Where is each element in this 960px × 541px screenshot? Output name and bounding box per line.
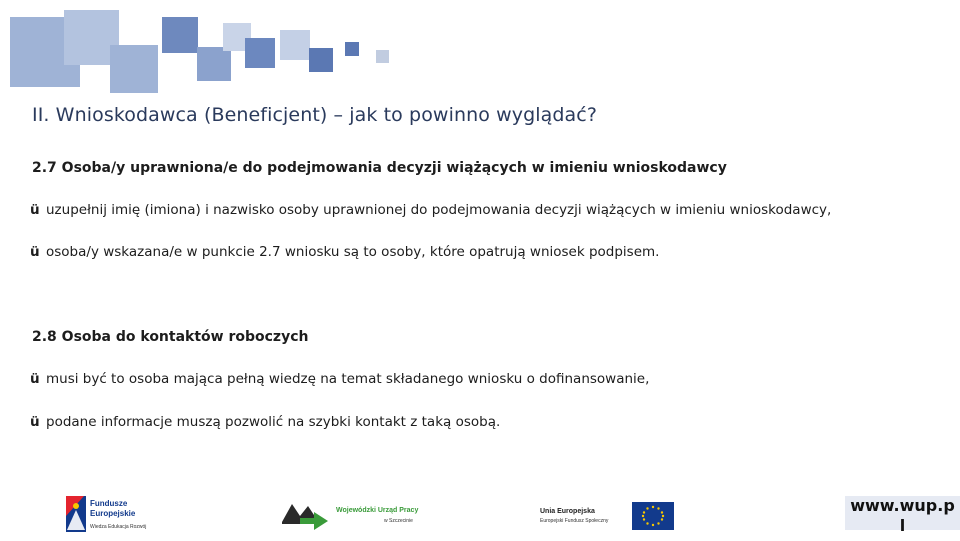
- list-item-text: osoba/y wskazana/e w punkcie 2.7 wniosku są to osoby, które opatrują wniosek podpisem.: [46, 244, 660, 260]
- section-heading-2-8: 2.8 Osoba do kontaktów roboczych: [32, 329, 309, 345]
- wup-logo-line2: w Szczecinie: [384, 518, 413, 524]
- ue-logo-line1: Unia Europejska: [540, 508, 595, 515]
- website-url[interactable]: [845, 496, 960, 535]
- list-item: [30, 244, 659, 260]
- wup-logo: [280, 494, 440, 534]
- fe-logo-line1: Fundusze: [90, 499, 128, 508]
- list-item-text: musi być to osoba mająca pełną wiedzę na temat składanego wniosku o dofinansowanie,: [46, 371, 650, 387]
- ue-logo-line2: Europejski Fundusz Społeczny: [540, 518, 609, 524]
- checkmark-icon: ü: [30, 371, 40, 387]
- list-item-text: podane informacje muszą pozwolić na szybki kontakt z taką osobą.: [46, 414, 501, 430]
- section-heading-2-7: 2.7 Osoba/y uprawniona/e do podejmowania decyzji wiążących w imieniu wnioskodawcy: [32, 160, 727, 176]
- checkmark-icon: ü: [30, 202, 40, 218]
- checkmark-icon: ü: [30, 414, 40, 430]
- list-item-text: uzupełnij imię (imiona) i nazwisko osoby uprawnionej do podejmowania decyzji wiążących w imieniu wnioskodawcy,: [46, 202, 832, 218]
- list-item: [30, 371, 649, 387]
- fe-logo-line3: Wiedza Edukacja Rozwój: [90, 524, 147, 530]
- url-line2: l: [899, 516, 906, 535]
- list-item: [30, 414, 500, 430]
- url-line1: www.wup.p: [850, 496, 955, 515]
- checkmark-icon: ü: [30, 244, 40, 260]
- fe-logo-line2: Europejskie: [90, 509, 136, 518]
- list-item: [30, 202, 831, 218]
- wup-logo-line1: Wojewódzki Urząd Pracy: [336, 507, 419, 514]
- page-title: II. Wnioskodawca (Beneficjent) – jak to powinno wyglądać?: [32, 104, 598, 126]
- unia-europejska-logo: [536, 494, 681, 534]
- fundusze-europejskie-logo: [64, 494, 184, 534]
